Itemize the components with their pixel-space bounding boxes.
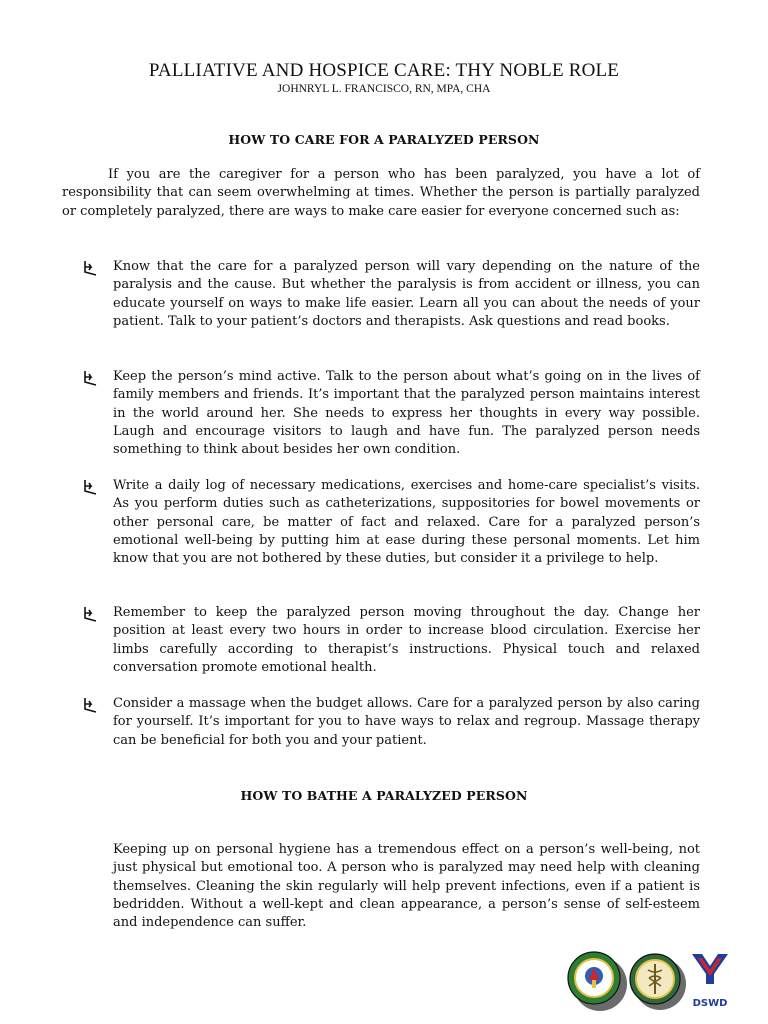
bullet-text: Remember to keep the paralyzed person moving throughout the day. Change her position at least every two hours in order to increase blood circulation. Exercise her limbs carefully according to therapist’s instructions. Physical touch and relaxed conversation promote emotional health.: [113, 605, 700, 675]
medical-caduceus-seal-logo: [628, 952, 688, 1012]
arrow-bullet-icon: [82, 479, 98, 495]
dswd-logo: [690, 952, 730, 998]
bullet-text: Write a daily log of necessary medications, exercises and home-care specialist’s visits. As you perform duties such as catheterizations, suppositories for bowel movements or other personal care, be matter of fact and relaxed. Care for a paralyzed person’s emotional well-being by putting him at ease during these personal moments. Let him know that you are not bothered by these duties, but consider it a privilege to help.: [113, 478, 700, 567]
bathing-paragraph: Keeping up on personal hygiene has a tremendous effect on a person’s well-being, not just physical but emotional too. A person who is paralyzed may need help with cleaning themselves. Cleaning the skin regularly will help prevent infections, even if a patient is bedridden. Without a well-kept and clean appearance, a person’s sense of self-esteem and independence can suffer.: [113, 842, 700, 931]
intro-paragraph: If you are the caregiver for a person who has been paralyzed, you have a lot of responsibility that can seem overwhelming at times. Whether the person is partially paralyzed or completely paralyzed, there are ways to make care easier for everyone concerned such as:: [62, 167, 700, 219]
footer-logos: [560, 946, 740, 1016]
bullet-text: Know that the care for a paralyzed person will vary depending on the nature of the paralysis and the cause. But whether the paralysis is from accident or illness, you can educate yourself on ways to make life easier. Learn all you can about the needs of your patient. Talk to your patient’s doctors and therapists. Ask questions and read books.: [113, 259, 700, 329]
bullet-text: Keep the person’s mind active. Talk to the person about what’s going on in the lives of family members and friends. It’s important that the paralyzed person maintains interest in the world around her. She needs to express her thoughts in every way possible. Laugh and encourage visitors to laugh and have fun. The paralyzed person needs something to think about besides her own condition.: [113, 369, 700, 458]
doh-seal-logo: [566, 950, 628, 1012]
document-author: JOHNRYL L. FRANCISCO, RN, MPA, CHA: [277, 83, 491, 95]
arrow-bullet-icon: [82, 260, 98, 276]
arrow-bullet-icon: [82, 697, 98, 713]
section-heading-bathe: HOW TO BATHE A PARALYZED PERSON: [240, 788, 528, 803]
dswd-logo-text: DSWD: [692, 998, 728, 1009]
arrow-bullet-icon: [82, 370, 98, 386]
section-heading-care: HOW TO CARE FOR A PARALYZED PERSON: [228, 132, 540, 147]
arrow-bullet-icon: [82, 606, 98, 622]
document-title: PALLIATIVE AND HOSPICE CARE: THY NOBLE ROLE: [148, 60, 620, 81]
bullet-text: Consider a massage when the budget allows. Care for a paralyzed person by also caring for yourself. It’s important for you to have ways to relax and regroup. Massage therapy can be beneficial for both you and your patient.: [113, 696, 700, 748]
